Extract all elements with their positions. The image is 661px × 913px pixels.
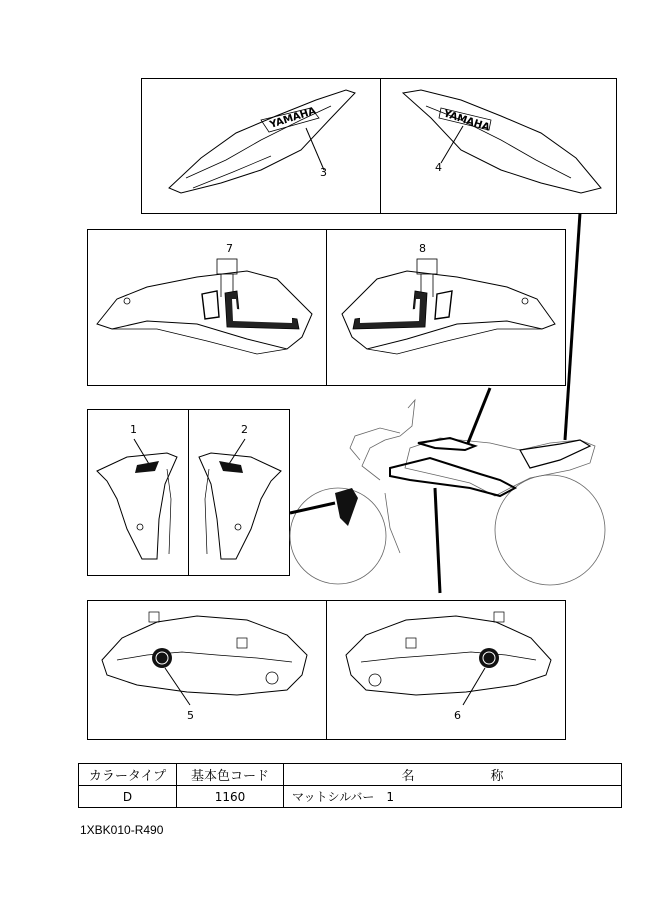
side-panel-left-drawing xyxy=(87,600,326,740)
yamaha-logo-left: YAMAHA xyxy=(268,105,318,131)
side-cover-right-drawing xyxy=(327,229,566,386)
shroud-left-drawing xyxy=(87,409,188,576)
shroud-right-drawing xyxy=(189,409,290,576)
side-panel-right-drawing xyxy=(327,600,566,740)
header-name: 名 称 xyxy=(284,764,622,786)
table-row xyxy=(79,786,622,808)
cell-code: 1160 xyxy=(177,786,284,808)
callout-3: 3 xyxy=(320,166,327,179)
cell-color-type: D xyxy=(79,786,177,808)
callout-2: 2 xyxy=(241,423,248,436)
header-color-type: カラータイプ xyxy=(79,764,177,786)
diagram-code: 1XBK010-R490 xyxy=(80,823,164,837)
callout-1: 1 xyxy=(130,423,137,436)
callout-8: 8 xyxy=(419,242,426,255)
tail-cover-left-drawing xyxy=(141,78,380,214)
motorcycle-overview-drawing xyxy=(290,388,620,593)
callout-6: 6 xyxy=(454,709,461,722)
side-cover-left-drawing xyxy=(87,229,326,386)
callout-7: 7 xyxy=(226,242,233,255)
callout-4: 4 xyxy=(435,161,442,174)
cell-color-name: マットシルバー 1 xyxy=(284,786,622,808)
tail-cover-right-drawing xyxy=(381,78,617,214)
yamaha-logo-right: YAMAHA xyxy=(442,108,491,134)
header-base-color-code: 基本色コード xyxy=(177,764,284,786)
callout-5: 5 xyxy=(187,709,194,722)
table-header-row xyxy=(79,764,622,786)
color-legend-table xyxy=(78,763,622,808)
